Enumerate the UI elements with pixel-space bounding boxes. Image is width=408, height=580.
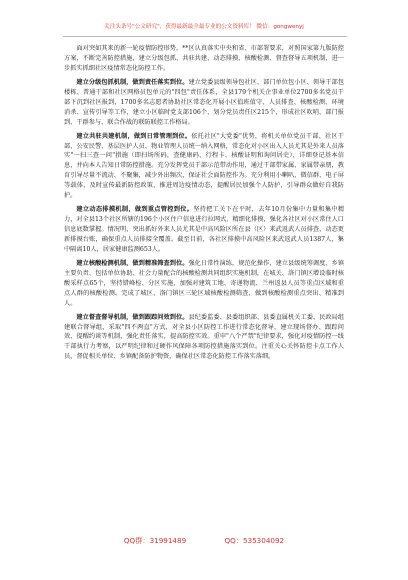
section-paragraph (64, 313, 344, 363)
section-lead: 建立动态排摸机制，做到重点管控到位。 (76, 206, 194, 214)
intro-paragraph: 面对突如其来的新一轮疫情防控形势，**区认真落实中央和省、市部署要求，对照国家第九版防控方案，不断完善防控措施，建立分级包抓、共驻共建、动态排摸、核酸检测、督查督导五项机制，进一步抓实抓细社区疫情常态化防控工作。 (64, 45, 344, 72)
section-text: 坚持把工关下在平时，去年10月份集中力量和集中精力，对全县13个社区所辖的196个小区住户信息进行拉网式、精细化排摸，强化各社区对小区常住人口信息底数掌握。情况明，突出抓好外来人员尤其是中高风险区所在县（区）来武返武人员排查，动态更新排摸台账，确保重点人员排接全覆盖。截至目前，各社区排摸中高风险区来武返武人员1387人，集中隔离10人，居家健康监测653人。 (64, 206, 345, 253)
section-text: 强化日常性演练，规范化操作，建立县级统筹调度、乡镇主要负责、包括单位协助、社会力量配合的核酸检测共同组织实施机制，在城关、洛门镇区增设临时核酸采样点65个，坚持错峰检、分区实施，加强对建筑工地、寄递物流、兰州返县人员等重点区域和重点人群的核酸检测，完成了城区、洛门镇区三轮区域核酸检测筛查，做到核酸检测重点突出、精准到人。 (64, 259, 345, 307)
footer-qq-group: QQ群：31991489 (123, 536, 187, 545)
document-body (64, 44, 344, 366)
section-paragraph (64, 205, 344, 255)
section-paragraph (64, 132, 344, 201)
section-lead: 建立核酸检测机制，做到精准筛查到位。 (76, 259, 189, 267)
section-lead: 建立分级包抓机制，做到责任落实到位。 (76, 78, 189, 86)
section-text: 建立党委县级领导包社区、部门单位包小区、领导干部包楼栋、普通干部和社区网格员包单元的"四包"责任体系，全县179个机关企事业单位2700多名党员干部下沉到社区报到，1700多名志愿者协助社区常态化开展小区值班值守、人员排查、核酸检测、环境消杀、宣传引导等工作，建立小区临时党支部106个，划分党员责任区215个，形成社区吹哨、部门报到、干群参与、联合作战的联防联控工作格局。 (64, 78, 345, 126)
section-text: 依托社区"大党委"优势，将机关单位党员干部、社区干部、公安民警、基层医护人员、物业管理人员统一纳入网格，常态化对小区出入人员尤其是外来人员落实"一扫三查一问"措施（即扫场所码，查健康码、行程卡、核酸证明和询问居史），详细登记基本信息，并向本人告知日常防控措施。充分发挥党员干部示范带动作用，通过干部带家属、家属带亲朋，教育引导尽量不流动、不聚集，减少外出频次，保证社会面防控作为。充分利用小喇叭、微信群、电子屏等载体，及时宣传最新防控政策，推进周边疫情动态，提醒居民加强个人防护，引导群众做好自我防护。 (64, 132, 344, 200)
header-divider (63, 36, 347, 37)
header-banner: 关注头条号"公文研究"，获得最新最全最专业的公文资料库！ 微信：gongwenyj (104, 24, 304, 30)
section-paragraph (64, 259, 344, 309)
footer-contact (0, 536, 408, 546)
section-lead: 建立共驻共建机制，做到日常管理到位。 (76, 132, 192, 140)
section-lead: 建立督查督导机制，做到跟踪问效到位。 (76, 313, 189, 321)
section-text: 县纪委监委、县委组织部、县委直属机关工委、民政局组建联合督导组，采取"四不两直"方式，对全县小区防控工作进行常态化督导，建立现场督办、跟踪问效、提醒约谈等机制，强化责任落实，提高防控实效。重申"八个严禁"纪律要求，强化对疫情防控一线干部执行力考察，以严明纪律和过硬作风保障各项防控措施落实到位。注重关心关怀防控卡点工作人员，督促相关单位、乡镇配备防护物资，确保社区常态化防控工作落实落细。 (64, 313, 345, 361)
footer-qq-number: QQ：535304092 (224, 536, 285, 545)
section-paragraph (64, 78, 344, 128)
